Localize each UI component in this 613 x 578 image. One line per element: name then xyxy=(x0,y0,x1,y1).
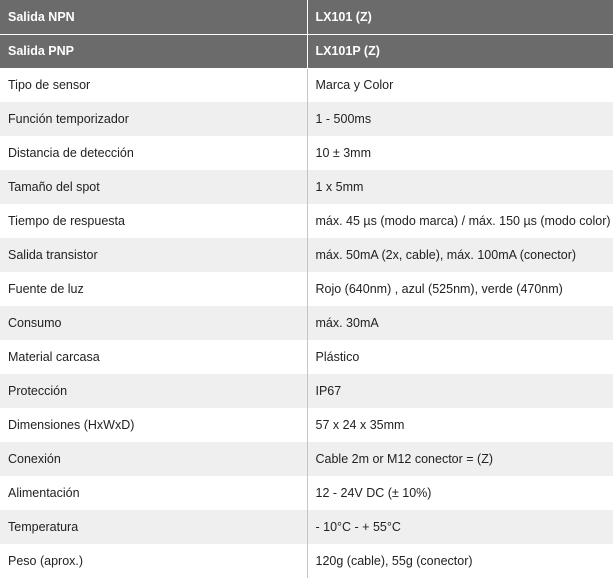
spec-row xyxy=(0,476,613,510)
spec-value: Marca y Color xyxy=(307,68,613,102)
spec-label: Tipo de sensor xyxy=(0,68,307,102)
spec-value: 1 - 500ms xyxy=(307,102,613,136)
spec-value: LX101 (Z) xyxy=(307,0,613,34)
spec-row xyxy=(0,544,613,578)
spec-row xyxy=(0,102,613,136)
spec-row xyxy=(0,510,613,544)
spec-label: Salida NPN xyxy=(0,0,307,34)
spec-value: LX101P (Z) xyxy=(307,34,613,68)
spec-value: 10 ± 3mm xyxy=(307,136,613,170)
spec-label: Material carcasa xyxy=(0,340,307,374)
spec-label: Salida PNP xyxy=(0,34,307,68)
spec-label: Distancia de detección xyxy=(0,136,307,170)
spec-label: Fuente de luz xyxy=(0,272,307,306)
spec-row xyxy=(0,238,613,272)
spec-value: máx. 50mA (2x, cable), máx. 100mA (conector) xyxy=(307,238,613,272)
spec-label: Peso (aprox.) xyxy=(0,544,307,578)
spec-value: IP67 xyxy=(307,374,613,408)
spec-label: Consumo xyxy=(0,306,307,340)
spec-row xyxy=(0,136,613,170)
spec-row xyxy=(0,340,613,374)
spec-label: Temperatura xyxy=(0,510,307,544)
spec-value: Cable 2m or M12 conector = (Z) xyxy=(307,442,613,476)
spec-row xyxy=(0,68,613,102)
spec-value: máx. 30mA xyxy=(307,306,613,340)
spec-value: 57 x 24 x 35mm xyxy=(307,408,613,442)
spec-value: 12 - 24V DC (± 10%) xyxy=(307,476,613,510)
spec-label: Conexión xyxy=(0,442,307,476)
spec-label: Salida transistor xyxy=(0,238,307,272)
spec-value: 1 x 5mm xyxy=(307,170,613,204)
spec-label: Protección xyxy=(0,374,307,408)
spec-value: máx. 45 µs (modo marca) / máx. 150 µs (modo color) xyxy=(307,204,613,238)
spec-value: 120g (cable), 55g (conector) xyxy=(307,544,613,578)
header-row-npn xyxy=(0,0,613,34)
spec-label: Tiempo de respuesta xyxy=(0,204,307,238)
spec-row xyxy=(0,408,613,442)
spec-row xyxy=(0,170,613,204)
spec-row xyxy=(0,306,613,340)
spec-row xyxy=(0,374,613,408)
spec-value: Rojo (640nm) , azul (525nm), verde (470nm) xyxy=(307,272,613,306)
spec-row xyxy=(0,204,613,238)
spec-value: Plástico xyxy=(307,340,613,374)
header-row-pnp xyxy=(0,34,613,68)
spec-label: Tamaño del spot xyxy=(0,170,307,204)
spec-row xyxy=(0,442,613,476)
spec-label: Alimentación xyxy=(0,476,307,510)
spec-value: - 10°C - + 55°C xyxy=(307,510,613,544)
spec-label: Dimensiones (HxWxD) xyxy=(0,408,307,442)
spec-row xyxy=(0,272,613,306)
spec-label: Función temporizador xyxy=(0,102,307,136)
